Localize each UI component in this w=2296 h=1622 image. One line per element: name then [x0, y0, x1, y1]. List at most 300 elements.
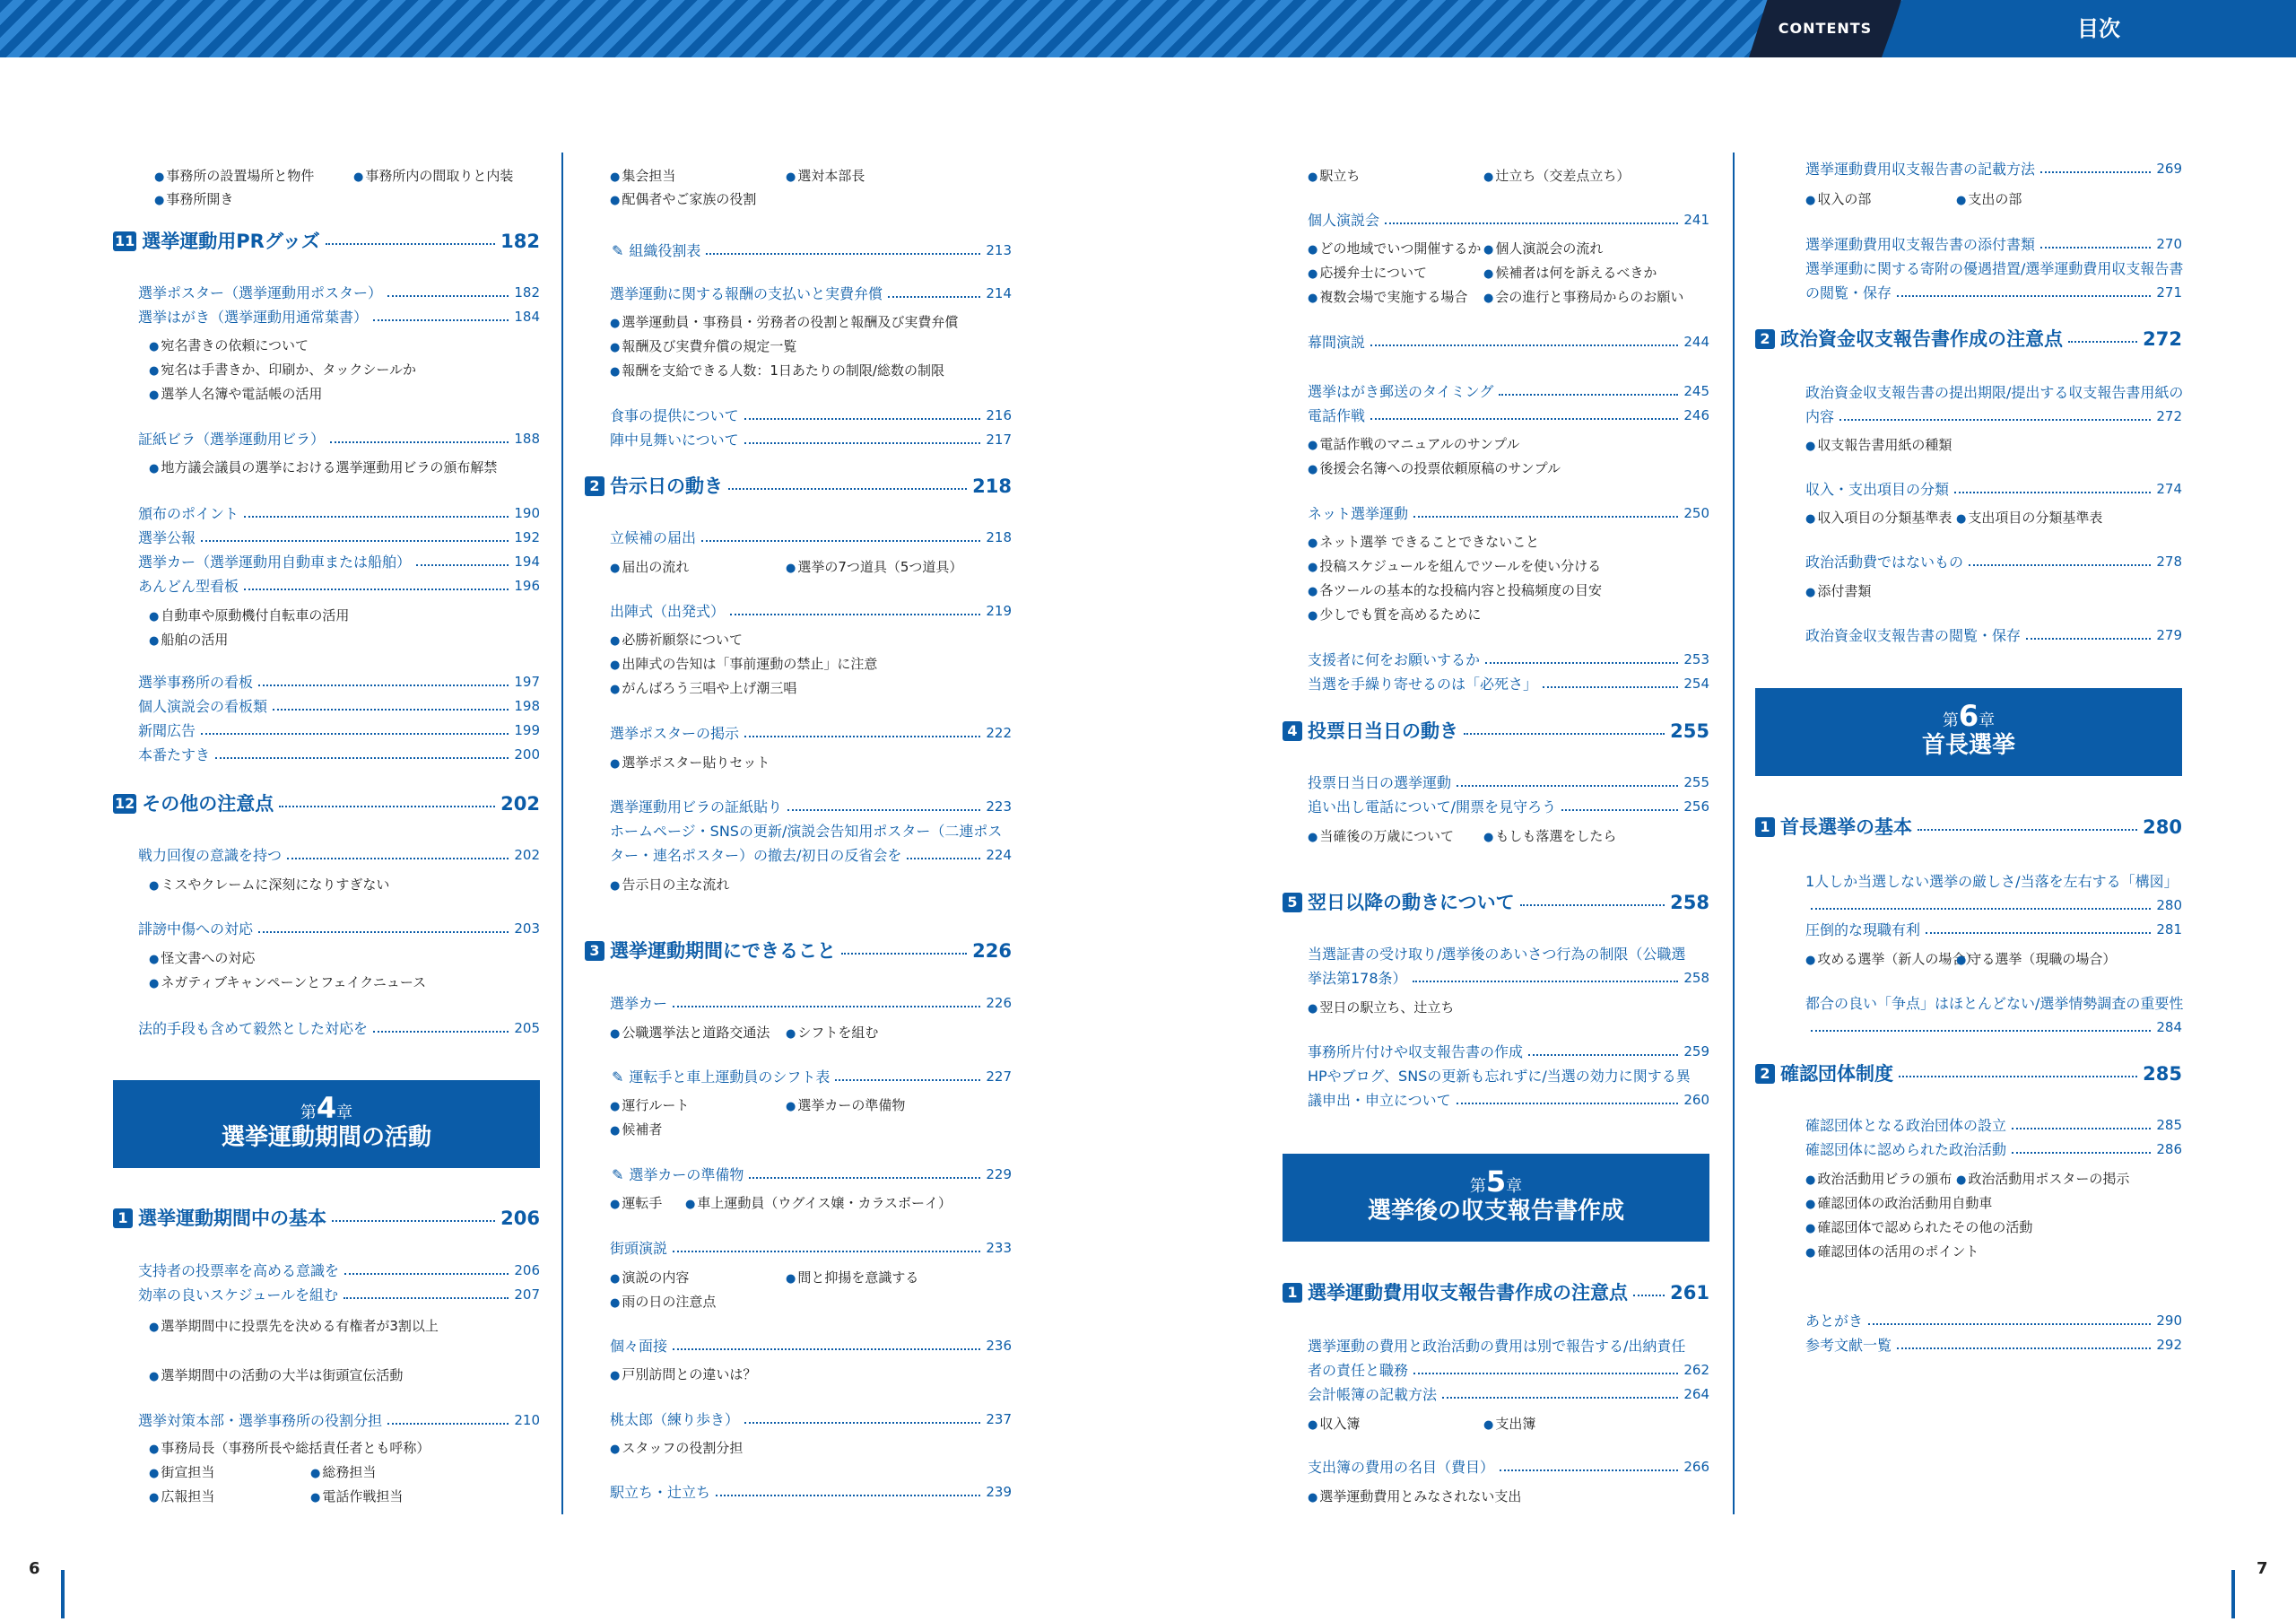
- toc-subitem: ● 事務所開き: [154, 187, 233, 213]
- toc-subitem: ● 街宣担当: [149, 1461, 214, 1486]
- toc-subitem: ● 宛名書きの依頼について: [149, 334, 309, 359]
- toc-subitem: ● 選挙ポスター貼りセット: [610, 751, 770, 776]
- toc-subitem: ● 事務所内の間取りと内装: [353, 164, 513, 189]
- toc-subitem: ● もしも落選をしたら: [1483, 824, 1616, 850]
- toc-entry[interactable]: [610, 428, 1012, 452]
- entry-title: 事務所片付けや収支報告書の作成: [1308, 1043, 1524, 1060]
- entry-title: 圧倒的な現職有利: [1805, 921, 1921, 938]
- toc-subitem: ● 選挙期間中の活動の大半は街頭宣伝活動: [149, 1364, 403, 1389]
- toc-entry[interactable]: [1283, 501, 1709, 526]
- toc-subitem: ● 辻立ち（交差点立ち）: [1483, 164, 1630, 189]
- toc-subitem: ● 選挙の7つ道具（5つ道具）: [786, 555, 962, 580]
- entry-title: ター・連名ポスター）の撤去/初日の反省会を: [610, 847, 902, 864]
- toc-subitem: ● 怪文書への対応: [149, 946, 255, 972]
- entry-title: 駅立ち・辻立ち: [610, 1484, 711, 1501]
- toc-section[interactable]: [113, 789, 540, 818]
- entry-title: 選挙対策本部・選挙事務所の役割分担: [138, 1412, 383, 1429]
- toc-entry[interactable]: [610, 991, 1012, 1016]
- section-number-badge: 5: [1283, 893, 1302, 912]
- entry-title: の閲覧・保存: [1805, 284, 1892, 301]
- toc-section[interactable]: [585, 472, 1012, 501]
- toc-section[interactable]: [1283, 717, 1709, 746]
- page-number: 285: [2156, 1117, 2182, 1133]
- chapter-banner: 第6章 首長選挙: [1755, 688, 2182, 776]
- toc-entry[interactable]: [1283, 672, 1709, 696]
- toc-subitem: ● 翌日の駅立ち、辻立ち: [1308, 996, 1454, 1021]
- page-number: 260: [1683, 1092, 1709, 1108]
- page-number: 246: [1683, 407, 1709, 423]
- toc-subitem: ● 当確後の万歳について: [1308, 824, 1454, 850]
- entry-title-line: 選挙運動の費用と政治活動の費用は別で報告する/出納責任: [1308, 1338, 1686, 1355]
- pencil-icon: ✎: [612, 242, 624, 259]
- page-number: 279: [2156, 627, 2182, 643]
- toc-subitem: ● 選挙人名簿や電話帳の活用: [149, 382, 322, 407]
- toc-subitem: ● 間と抑揚を意識する: [786, 1266, 918, 1291]
- page-number: 199: [514, 722, 540, 738]
- toc-entry[interactable]: [1780, 477, 2182, 501]
- toc-entry[interactable]: [1283, 795, 1709, 819]
- toc-subitem: ● 会の進行と事務局からのお願い: [1483, 285, 1683, 310]
- page-number: 233: [986, 1240, 1012, 1256]
- section-number-badge: 4: [1283, 721, 1302, 741]
- entry-title: 議申出・申立について: [1308, 1092, 1451, 1109]
- toc-section[interactable]: [1755, 1060, 2182, 1088]
- entry-title: 戦力回復の意識を持つ: [138, 847, 283, 864]
- toc-subitem: ● 選挙期間中に投票先を決める有権者が3割以上: [149, 1314, 439, 1339]
- section-title: 選挙運動期間中の基本: [138, 1208, 326, 1229]
- toc-subitem: ● 収入の部: [1805, 187, 1871, 213]
- toc-subitem: ● 候補者は何を訴えるべきか: [1483, 261, 1657, 286]
- page-number: 262: [1683, 1362, 1709, 1378]
- page-number: 198: [514, 698, 540, 714]
- entry-title: 挙法第178条）: [1308, 970, 1407, 987]
- toc-entry[interactable]: [610, 282, 1012, 306]
- chapter-number: 6: [1958, 699, 1979, 733]
- page-number: 188: [514, 431, 540, 447]
- section-number-badge: 12: [115, 795, 135, 812]
- toc-subitem: ● 確認団体で認められたその他の活動: [1805, 1216, 2032, 1241]
- entry-title-line: 選挙運動に関する寄附の優遇措置/選挙運動費用収支報告書: [1805, 260, 2184, 277]
- toc-entry[interactable]: [1283, 404, 1709, 428]
- toc-entry[interactable]: [113, 1408, 540, 1433]
- page-number: 182: [500, 231, 540, 252]
- section-title: 選挙運動費用収支報告書作成の注意点: [1308, 1282, 1628, 1304]
- toc-subitem: ● 支出簿: [1483, 1412, 1535, 1437]
- toc-entry[interactable]: [610, 843, 1012, 868]
- toc-entry[interactable]: [113, 719, 540, 743]
- entry-title: 確認団体となる政治団体の設立: [1805, 1117, 2007, 1134]
- toc-subitem: ● 告示日の主な流れ: [610, 873, 729, 898]
- toc-entry[interactable]: [1283, 648, 1709, 672]
- toc-subitem: ● 選挙運動費用とみなされない支出: [1308, 1485, 1521, 1510]
- entry-title: 街頭演説: [610, 1240, 668, 1257]
- page-number: 196: [514, 578, 540, 594]
- toc-section[interactable]: [1283, 1278, 1709, 1307]
- page-number: 219: [986, 603, 1012, 619]
- toc-section[interactable]: [1755, 325, 2182, 353]
- entry-title: 誹謗中傷への対応: [138, 920, 254, 937]
- toc-subitem: ● 確認団体の活用のポイント: [1805, 1240, 1979, 1265]
- entry-title-line: 都合の良い「争点」はほとんどない/選挙情勢調査の重要性: [1805, 995, 2184, 1012]
- entry-title: 組織役割表: [629, 242, 701, 259]
- section-title: 首長選挙の基本: [1780, 816, 1912, 838]
- toc-section[interactable]: [585, 937, 1012, 965]
- toc-section[interactable]: [1283, 888, 1709, 917]
- page-number: 255: [1670, 720, 1709, 742]
- toc-subitem: ● 守る選挙（現職の場合）: [1956, 947, 2116, 972]
- column-divider: [1733, 153, 1735, 1514]
- toc-subitem: ● ミスやクレームに深刻になりすぎない: [149, 873, 389, 898]
- toc-entry[interactable]: [1780, 1138, 2182, 1162]
- entry-title: 選挙ポスターの掲示: [610, 725, 740, 742]
- entry-title: 運転手と車上運動員のシフト表: [629, 1068, 831, 1086]
- toc-subitem: ● 複数会場で実施する場合: [1308, 285, 1467, 310]
- toc-subitem: ● 収支報告書用紙の種類: [1805, 433, 1952, 458]
- section-title: 確認団体制度: [1780, 1063, 1893, 1085]
- entry-title: 新聞広告: [138, 722, 196, 739]
- toc-subitem: ● 報酬を支給できる人数：1日あたりの制限/総数の制限: [610, 359, 944, 384]
- entry-title: 参考文献一覧: [1805, 1337, 1892, 1354]
- toc-subitem: ● 広報担当: [149, 1485, 214, 1510]
- toc-subitem: ● 公職選挙法と道路交通法: [610, 1021, 770, 1046]
- section-number-badge: 11: [115, 232, 135, 249]
- contents-label: CONTENTS: [1778, 20, 1873, 37]
- entry-title: あとがき: [1805, 1312, 1864, 1330]
- entry-title-line: HPやブログ、SNSの更新も忘れずに/当選の効力に関する異: [1308, 1068, 1691, 1085]
- pencil-icon: ✎: [612, 1166, 624, 1183]
- section-title: 投票日当日の動き: [1308, 720, 1458, 742]
- toc-entry[interactable]: [113, 694, 540, 719]
- column-divider: [561, 153, 563, 1514]
- toc-subitem: ● 添付書類: [1805, 580, 1871, 605]
- page-number: 256: [1683, 798, 1709, 815]
- entry-title: 効率の良いスケジュールを組む: [138, 1286, 339, 1304]
- toc-subitem: ● どの地域でいつ開催するか: [1308, 237, 1481, 262]
- toc-subitem: ● 少しでも質を高めるために: [1308, 603, 1481, 628]
- page-number: 206: [514, 1262, 540, 1278]
- section-number-badge: 2: [1755, 329, 1775, 349]
- toc-entry[interactable]: [1780, 281, 2182, 305]
- toc-entry[interactable]: [113, 670, 540, 694]
- toc-subitem: ● 事務局長（事務所長や総括責任者とも呼称）: [149, 1436, 430, 1461]
- page-number: 214: [986, 285, 1012, 301]
- toc-entry[interactable]: [1780, 1113, 2182, 1138]
- entry-title: 投票日当日の選挙運動: [1308, 774, 1452, 791]
- toc-entry[interactable]: [1283, 330, 1709, 354]
- entry-title: ネット選挙運動: [1308, 505, 1409, 522]
- page-number: 182: [514, 284, 540, 301]
- page-number: 258: [1670, 892, 1709, 913]
- page-number: 213: [986, 242, 1012, 258]
- toc-entry[interactable]: [1780, 157, 2182, 181]
- toc-entry[interactable]: [610, 599, 1012, 624]
- toc-subitem: ● 総務担当: [310, 1461, 376, 1486]
- toc-subitem: ● 候補者: [610, 1118, 662, 1143]
- entry-title: 選挙公報: [138, 529, 196, 546]
- toc-entry[interactable]: [113, 526, 540, 550]
- toc-subitem: ● スタッフの役割分担: [610, 1436, 743, 1461]
- page-number: 245: [1683, 383, 1709, 399]
- entry-title: 収入・支出項目の分類: [1805, 481, 1950, 498]
- chapter-banner: 第5章 選挙後の収支報告書作成: [1283, 1154, 1709, 1242]
- toc-subitem: ● 事務所の設置場所と物件: [154, 164, 314, 189]
- page-number: 266: [1683, 1459, 1709, 1475]
- page-number: 197: [514, 674, 540, 690]
- page-number: 259: [1683, 1043, 1709, 1060]
- page-number: 255: [1683, 774, 1709, 790]
- page-number: 272: [2156, 408, 2182, 424]
- page-title: 目次: [2077, 16, 2120, 41]
- page-number: 206: [500, 1208, 540, 1229]
- toc-subitem: ● 集会担当: [610, 164, 675, 189]
- page-number: 203: [514, 920, 540, 937]
- toc-subitem: ● 個人演説会の流れ: [1483, 237, 1603, 262]
- section-title: 翌日以降の動きについて: [1308, 892, 1515, 913]
- toc-entry[interactable]: [1283, 966, 1709, 990]
- entry-title: 会計帳簿の記載方法: [1308, 1386, 1438, 1403]
- toc-entry[interactable]: [113, 917, 540, 941]
- page-number: 284: [2156, 1019, 2182, 1035]
- toc-subitem: ● 支出の部: [1956, 187, 2022, 213]
- toc-entry[interactable]: [610, 1236, 1012, 1260]
- toc-subitem: ● 選対本部長: [786, 164, 865, 189]
- page-number: 224: [986, 847, 1012, 863]
- toc-entry[interactable]: [610, 1408, 1012, 1432]
- toc-section[interactable]: [113, 1204, 540, 1233]
- page-number: 250: [1683, 505, 1709, 521]
- toc-section[interactable]: [1755, 813, 2182, 842]
- page-number: 226: [972, 940, 1012, 962]
- page-number: 227: [986, 1068, 1012, 1085]
- toc-subitem: ● シフトを組む: [786, 1021, 878, 1046]
- toc-subitem: ● ネガティブキャンペーンとフェイクニュース: [149, 971, 426, 996]
- toc-subitem: ● がんばろう三唱や上げ潮三唱: [610, 676, 796, 702]
- page-number: 229: [986, 1166, 1012, 1182]
- toc-subitem: ● 雨の日の注意点: [610, 1290, 716, 1315]
- toc-entry[interactable]: [1780, 894, 2182, 918]
- page-number: 205: [514, 1020, 540, 1036]
- toc-subitem: ● 各ツールの基本的な投稿内容と投稿頻度の目安: [1308, 579, 1602, 604]
- page-number: 236: [986, 1338, 1012, 1354]
- entry-title: 桃太郎（練り歩き）: [610, 1411, 740, 1428]
- page-number: 269: [2156, 161, 2182, 177]
- toc-subitem: ● 電話作戦担当: [310, 1485, 403, 1510]
- toc-subitem: ● 船舶の活用: [149, 628, 228, 653]
- section-title: 選挙運動期間にできること: [610, 940, 836, 962]
- page-number: 258: [1683, 970, 1709, 986]
- toc-subitem: ● 選挙運動員・事務員・労務者の役割と報酬及び実費弁償: [610, 310, 958, 336]
- entry-title: あんどん型看板: [138, 578, 239, 595]
- entry-title: 選挙カーの準備物: [629, 1166, 744, 1183]
- toc-entry[interactable]: [1283, 1040, 1709, 1064]
- toc-entry[interactable]: [113, 305, 540, 329]
- page-number: 192: [514, 529, 540, 545]
- toc-subitem: ● 投稿スケジュールを組んでツールを使い分ける: [1308, 554, 1601, 580]
- toc-subitem: ● 運行ルート: [610, 1094, 689, 1119]
- entry-title: 選挙ポスター（選挙運動用ポスター）: [138, 284, 383, 301]
- entry-title: 立候補の届出: [610, 529, 697, 546]
- page-number: 194: [514, 554, 540, 570]
- toc-entry[interactable]: [1780, 1309, 2182, 1333]
- page-number: 200: [514, 746, 540, 763]
- entry-title: 選挙はがき郵送のタイミング: [1308, 383, 1494, 400]
- toc-subitem: ● 地方議会議員の選挙における選挙運動用ビラの頒布解禁: [149, 456, 497, 481]
- toc-entry[interactable]: [113, 427, 540, 451]
- chapter-number: 4: [316, 1091, 337, 1125]
- entry-title: 支出簿の費用の名目（費目）: [1308, 1459, 1495, 1476]
- toc-entry[interactable]: [1283, 379, 1709, 404]
- chapter-banner: 第4章 選挙運動期間の活動: [113, 1080, 540, 1168]
- toc-entry[interactable]: [1283, 1358, 1709, 1382]
- entry-title: 本番たすき: [138, 746, 211, 763]
- entry-title: 個人演説会の看板類: [138, 698, 268, 715]
- toc-entry[interactable]: [1283, 1455, 1709, 1479]
- page-number: 207: [514, 1286, 540, 1303]
- toc-subitem: ● 収入項目の分類基準表: [1805, 506, 1952, 531]
- section-title: その他の注意点: [142, 793, 274, 815]
- page-number: 216: [986, 407, 1012, 423]
- page-number-left: 6: [29, 1559, 40, 1578]
- page-number: 270: [2156, 236, 2182, 252]
- page-number: 202: [500, 793, 540, 815]
- page-number: 285: [2143, 1063, 2182, 1085]
- toc-entry[interactable]: [610, 1065, 1012, 1089]
- entry-title: 政治資金収支報告書の閲覧・保存: [1805, 627, 2022, 644]
- toc-entry[interactable]: [610, 1163, 1012, 1187]
- toc-entry[interactable]: [113, 743, 540, 767]
- entry-title: 食事の提供について: [610, 407, 739, 424]
- entry-title-line: 当選証書の受け取り/選挙後のあいさつ行為の制限（公職選: [1308, 946, 1686, 963]
- toc-entry[interactable]: [610, 795, 1012, 819]
- entry-title: 政治活動費ではないもの: [1805, 554, 1964, 571]
- page-number: 218: [986, 529, 1012, 545]
- page-marker-right: [2231, 1570, 2235, 1618]
- page-number: 244: [1683, 334, 1709, 350]
- toc-subitem: ● 収入簿: [1308, 1412, 1360, 1437]
- entry-title: 選挙運動に関する報酬の支払いと実費弁償: [610, 285, 883, 302]
- page-number: 241: [1683, 212, 1709, 228]
- toc-subitem: ● 応援弁士について: [1308, 261, 1427, 286]
- chapter-title: 首長選挙: [1921, 732, 2015, 759]
- toc-entry[interactable]: [1780, 550, 2182, 574]
- entry-title: 支持者の投票率を高める意識を: [138, 1262, 340, 1279]
- page-number: 210: [514, 1412, 540, 1428]
- page-number: 286: [2156, 1141, 2182, 1157]
- section-title: 告示日の動き: [610, 475, 723, 497]
- toc-subitem: ● 政治活動用ビラの頒布: [1805, 1167, 1952, 1192]
- entry-title: 選挙事務所の看板: [138, 674, 254, 691]
- page-number: 280: [2143, 816, 2182, 838]
- toc-entry[interactable]: [1283, 1088, 1709, 1112]
- toc-entry[interactable]: [113, 574, 540, 598]
- entry-title: 選挙はがき（選挙運動用通常葉書）: [138, 309, 369, 326]
- page-number: 184: [514, 309, 540, 325]
- page-number: 202: [514, 847, 540, 863]
- toc-entry[interactable]: [1780, 1333, 2182, 1357]
- section-number-badge: 2: [585, 476, 604, 496]
- toc-entry[interactable]: [113, 1259, 540, 1283]
- toc-entry[interactable]: [1283, 208, 1709, 232]
- page-number: 237: [986, 1411, 1012, 1427]
- toc-entry[interactable]: [1780, 232, 2182, 257]
- toc-entry[interactable]: [1780, 405, 2182, 429]
- page-number: 264: [1683, 1386, 1709, 1402]
- toc-subitem: ● 届出の流れ: [610, 555, 689, 580]
- toc-entry[interactable]: [113, 843, 540, 868]
- page-number: 274: [2156, 481, 2182, 497]
- toc-subitem: ● 車上運動員（ウグイス嬢・カラスボーイ）: [685, 1191, 952, 1216]
- page-number-right: 7: [2257, 1559, 2268, 1578]
- toc-entry[interactable]: [610, 721, 1012, 746]
- toc-subitem: ● 確認団体の政治活動用自動車: [1805, 1191, 1992, 1216]
- page-number: 190: [514, 505, 540, 521]
- toc-section[interactable]: [113, 227, 540, 256]
- page-number: 222: [986, 725, 1012, 741]
- toc-subitem: ● 必勝祈願祭について: [610, 628, 743, 653]
- entry-title: 陣中見舞いについて: [610, 432, 739, 449]
- toc-entry[interactable]: [610, 404, 1012, 428]
- entry-title: 者の責任と職務: [1308, 1362, 1409, 1379]
- entry-title: 当選を手繰り寄せるのは「必死さ」: [1308, 676, 1538, 693]
- chapter-number: 5: [1485, 1164, 1507, 1199]
- toc-entry[interactable]: [610, 526, 1012, 550]
- toc-subitem: ● 選挙カーの準備物: [786, 1094, 905, 1119]
- toc-subitem: ● 報酬及び実費弁償の規定一覧: [610, 335, 796, 360]
- toc-entry[interactable]: [113, 550, 540, 574]
- section-number-badge: 2: [1755, 1064, 1775, 1084]
- toc-entry[interactable]: [113, 501, 540, 526]
- toc-subitem: ● 支出項目の分類基準表: [1956, 506, 2102, 531]
- entry-title: 幕間演説: [1308, 334, 1366, 351]
- toc-entry[interactable]: [1283, 1382, 1709, 1407]
- section-number-badge: 1: [113, 1208, 133, 1228]
- toc-subitem: ● 宛名は手書きか、印刷か、タックシールか: [149, 358, 416, 383]
- toc-entry[interactable]: [610, 1334, 1012, 1358]
- toc-subitem: ● 出陣式の告知は「事前運動の禁止」に注意: [610, 652, 877, 677]
- toc-entry[interactable]: [113, 1283, 540, 1307]
- toc-entry[interactable]: [1283, 771, 1709, 795]
- page-marker-left: [61, 1570, 65, 1618]
- section-number-badge: 1: [1755, 817, 1775, 837]
- entry-title: 頒布のポイント: [138, 505, 239, 522]
- entry-title: 選挙カー: [610, 995, 668, 1012]
- entry-title: 証紙ビラ（選挙運動用ビラ）: [138, 431, 326, 448]
- entry-title: 支援者に何をお願いするか: [1308, 651, 1481, 668]
- entry-title: 選挙運動費用収支報告書の添付書類: [1805, 236, 2036, 253]
- toc-entry[interactable]: [610, 239, 1012, 263]
- toc-entry[interactable]: [1780, 1016, 2182, 1040]
- entry-title: 選挙運動費用収支報告書の記載方法: [1805, 161, 2036, 178]
- section-number-badge: 1: [1283, 1283, 1302, 1303]
- entry-title: 選挙カー（選挙運動用自動車または船舶）: [138, 554, 412, 571]
- toc-entry[interactable]: [1780, 624, 2182, 648]
- toc-entry[interactable]: [113, 281, 540, 305]
- toc-entry[interactable]: [610, 1480, 1012, 1504]
- toc-subitem: ● 後援会名簿への投票依頼原稿のサンプル: [1308, 457, 1561, 482]
- entry-title: 個々面接: [610, 1338, 668, 1355]
- toc-subitem: ● 自動車や原動機付自転車の活用: [149, 604, 349, 629]
- toc-subitem: ● 電話作戦のマニュアルのサンプル: [1308, 432, 1519, 458]
- toc-subitem: ● 政治活動用ポスターの掲示: [1956, 1167, 2129, 1192]
- toc-entry[interactable]: [113, 1016, 540, 1041]
- entry-title: 法的手段も含めて毅然とした対応を: [138, 1020, 369, 1037]
- toc-entry[interactable]: [1780, 918, 2182, 942]
- page-number: 239: [986, 1484, 1012, 1500]
- page-number: 290: [2156, 1312, 2182, 1329]
- entry-title: 出陣式（出発式）: [610, 603, 726, 620]
- page-number: 278: [2156, 554, 2182, 570]
- entry-title-line: 政治資金収支報告書の提出期限/提出する収支報告書用紙の: [1805, 384, 2184, 401]
